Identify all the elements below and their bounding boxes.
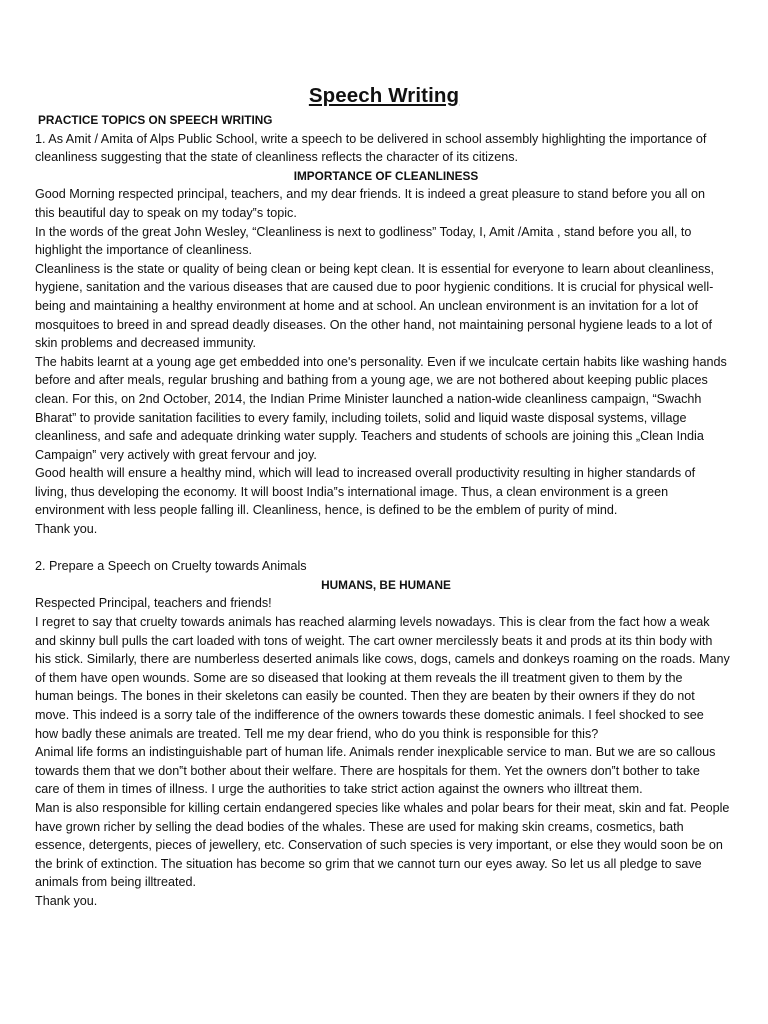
body-line: this beautiful day to speak on my today‟s topic. (35, 205, 297, 220)
body-line: I regret to say that cruelty towards animals has reached alarming levels nowadays. This is clear from the fact how a weak (35, 615, 710, 630)
body-line: environment with less people falling ill. Cleanliness, hence, is defined to be the emblem of purity of mind. (35, 503, 618, 518)
section1-speech-title: IMPORTANCE OF CLEANLINESS (293, 168, 479, 183)
body-line: essence, detergents, pieces of jewellery, etc. Conservation of such species is very important, or else they would soon be on (35, 838, 723, 853)
section2-speech-body (35, 594, 737, 910)
body-line: move. This indeed is a sorry tale of the indifference of the owners towards these domestic animals. I feel shocked to see (35, 708, 704, 722)
section2-speech-title: HUMANS, BE HUMANE (321, 577, 451, 592)
body-line: how badly these animals are treated. Tell me my dear friend, who do you think is responsible for this? (35, 726, 599, 741)
body-line: before and after meals, regular brushing and bathing from a young age, we are not bothered about keeping public places (35, 373, 708, 388)
body-line: the brink of extinction. The situation has become so grim that we cannot turn our eyes away. So let us all pledge to save (35, 856, 702, 871)
body-line: Man is also responsible for killing certain endangered species like whales and polar bears for their meat, skin and fat. People (35, 800, 730, 815)
body-line: human beings. The bones in their skeletons can easily be counted. Then they are beaten by their owners if they do not (35, 689, 695, 704)
section1-speech-body (35, 185, 737, 538)
body-line: Respected Principal, teachers and friends! (35, 596, 272, 611)
body-line: care of them in times of illness. I urge the authorities to take strict action against the owners who illtreat them. (35, 782, 643, 797)
body-line: have grown richer by selling the dead bodies of the whales. These are used for making skin creams, cosmetics, bath (35, 819, 684, 834)
body-line: The habits learnt at a young age get embedded into one's personality. Even if we inculcate certain habits like washing hands (35, 354, 727, 369)
body-line: cleanliness, and safe and adequate drinking water supply. Teachers and students of schools are joining this „Clean India (35, 429, 704, 444)
body-line: Good Morning respected principal, teachers, and my dear friends. It is indeed a great pleasure to stand before you all on (35, 187, 705, 202)
body-line: highlight the importance of cleanliness. (35, 243, 253, 258)
body-line: Bharat” to provide sanitation facilities to every family, including toilets, solid and liquid waste disposal systems, village (35, 410, 687, 425)
body-line: Cleanliness is the state or quality of being clean or being kept clean. It is essential for everyone to learn about cleanliness, (35, 261, 715, 276)
body-line: being and maintaining a healthy environment at home and at school. An unclean environment is an invitation for a lot of (35, 298, 698, 313)
prompt-line: 1. As Amit / Amita of Alps Public School, write a speech to be delivered in school assembly highlighting the importance of (35, 131, 707, 146)
body-line: Good health will ensure a healthy mind, which will lead to increased overall productivity resulting in higher standards of (35, 466, 696, 481)
section1-prompt (35, 130, 737, 167)
body-line: hygiene, sanitation and the various diseases that are caused due to poor hygienic conditions. It is crucial for physical well- (35, 280, 714, 295)
section-spacer (35, 539, 737, 558)
body-line: towards them that we don‟t bother about their welfare. There are hospitals for them. Yet the owners don‟t bother to take (35, 763, 700, 778)
body-line: In the words of the great John Wesley, “Cleanliness is next to godliness” Today, I, Amit /Amita , stand before you all, to (35, 224, 692, 239)
body-line: clean. For this, on 2nd October, 2014, the Indian Prime Minister launched a nation-wide cleanliness campaign, “Swachh (35, 391, 702, 406)
body-line: his stick. Similarly, there are numberless deserted animals like cows, dogs, camels and donkeys roaming on the roads. Many (35, 652, 730, 667)
body-line: mosquitoes to breed in and spread deadly diseases. On the other hand, not maintaining personal hygiene leads to a lot of (35, 317, 713, 332)
prompt-line: cleanliness suggesting that the state of cleanliness reflects the character of its citizens. (35, 150, 519, 165)
practice-heading: PRACTICE TOPICS ON SPEECH WRITING (38, 113, 273, 127)
body-line: of them have open wounds. Some are so diseased that looking at them reveals the ill treatment given to them by the (35, 670, 683, 685)
body-line: animals from being illtreated. (35, 875, 196, 890)
section2-prompt: 2. Prepare a Speech on Cruelty towards Animals (35, 559, 307, 574)
closing-line: Thank you. (35, 893, 98, 908)
body-line: Animal life forms an indistinguishable part of human life. Animals render inexplicable service to man. But we are so callous (35, 745, 716, 760)
body-line: skin problems and decreased immunity. (35, 336, 256, 351)
body-line: Campaign‟ very actively with great fervour and joy. (35, 447, 317, 462)
body-line: and skinny bull pulls the cart loaded with tons of weight. The cart owner mercilessly beats it and prods at its thin body with (35, 633, 713, 648)
body-line: living, thus developing the economy. It will boost India‟s international image. Thus, a clean environment is a green (35, 484, 669, 499)
document-body (35, 111, 737, 911)
page-title: Speech Writing (308, 84, 460, 107)
closing-line: Thank you. (35, 522, 98, 537)
